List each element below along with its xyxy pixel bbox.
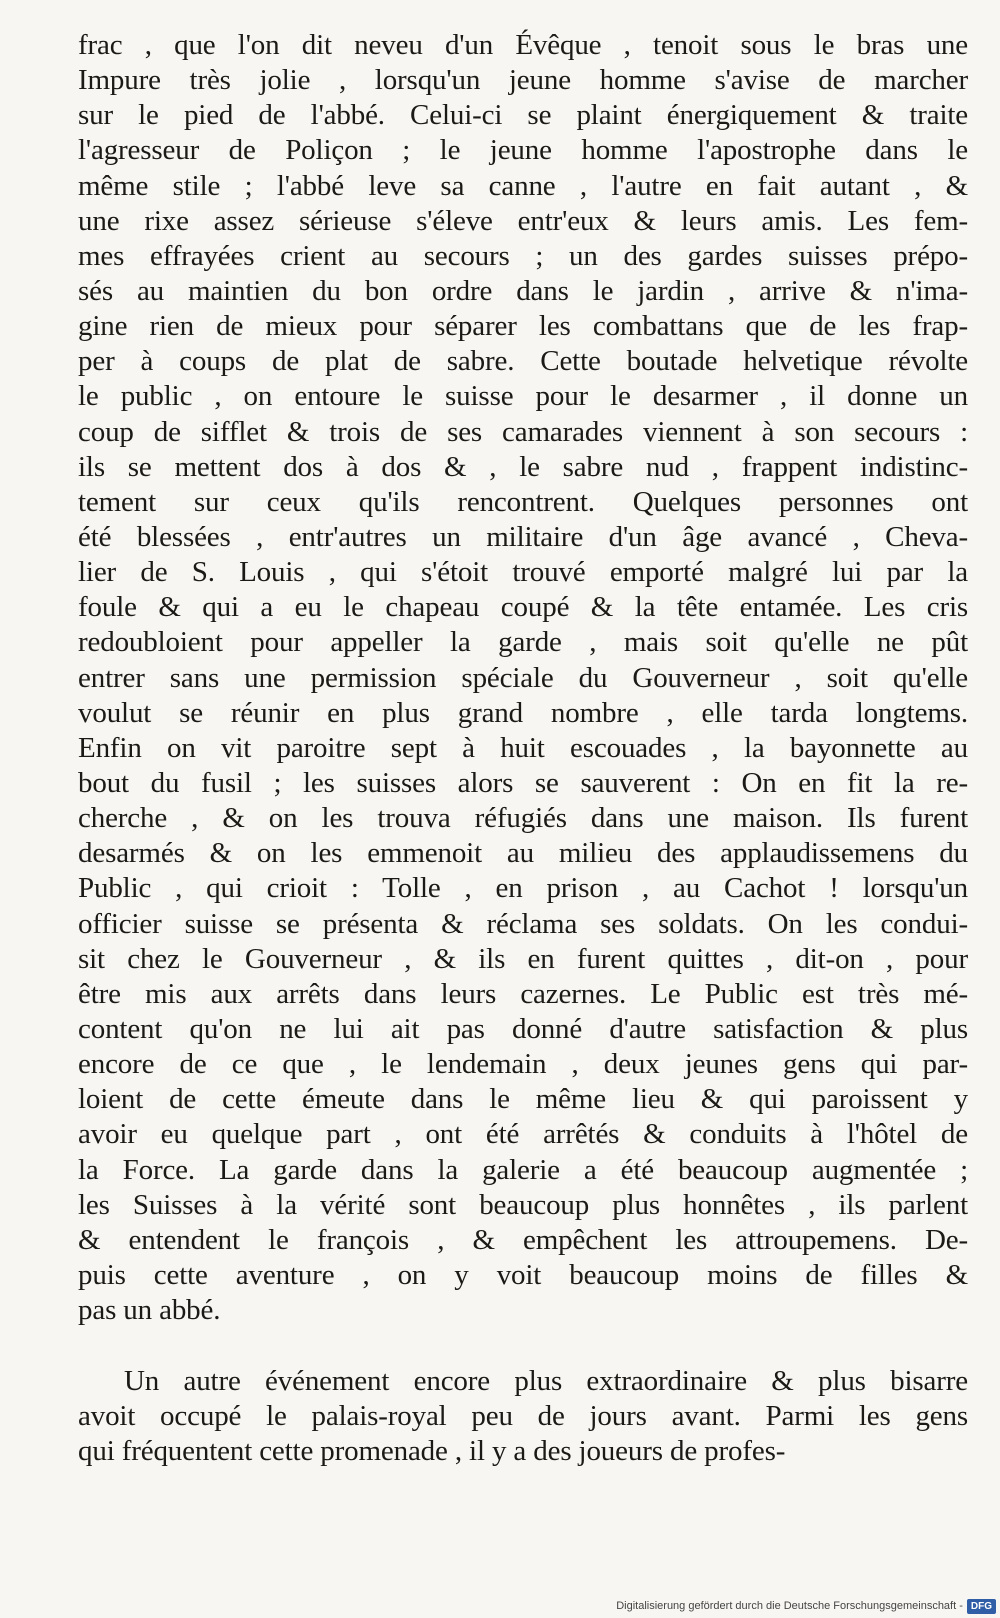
text-line: le public , on entoure le suisse pour le desarmer , il donne un (78, 380, 968, 413)
paragraph-gap (78, 1328, 968, 1364)
text-line: avoir eu quelque part , ont été arrêtés & conduits à l'hôtel de (78, 1118, 968, 1151)
text-line: gine rien de mieux pour séparer les combattans que de les frap- (78, 310, 968, 343)
text-line: lier de S. Louis , qui s'étoit trouvé emporté malgré lui par la (78, 556, 968, 589)
paragraph-2 (78, 1364, 968, 1469)
text-line: Impure très jolie , lorsqu'un jeune homme s'avise de marcher (78, 64, 968, 97)
text-line: puis cette aventure , on y voit beaucoup moins de filles & (78, 1258, 968, 1291)
text-line: même stile ; l'abbé leve sa canne , l'autre en fait autant , & (78, 169, 968, 202)
paragraph-1 (78, 28, 968, 1328)
body-text (78, 28, 968, 1470)
text-line: desarmés & on les emmenoit au milieu des applaudissemens du (78, 837, 968, 870)
text-line: officier suisse se présenta & réclama ses soldats. On les condui- (78, 907, 968, 940)
text-line: avoit occupé le palais-royal peu de jours avant. Parmi les gens (78, 1400, 968, 1433)
text-line: les Suisses à la vérité sont beaucoup plus honnêtes , ils parlent (78, 1188, 968, 1221)
text-line: cherche , & on les trouva réfugiés dans une maison. Ils furent (78, 802, 968, 835)
text-line: redoubloient pour appeller la garde , mais soit qu'elle ne pût (78, 626, 968, 659)
text-line: pas un abbé. (78, 1294, 221, 1327)
text-line: loient de cette émeute dans le même lieu & qui paroissent y (78, 1083, 968, 1116)
text-line: per à coups de plat de sabre. Cette boutade helvetique révolte (78, 345, 968, 378)
text-line: Public , qui crioit : Tolle , en prison , au Cachot ! lorsqu'un (78, 872, 968, 905)
text-line: Un autre événement encore plus extraordinaire & plus bisarre (124, 1365, 968, 1398)
text-line: coup de sifflet & trois de ses camarades viennent à son secours : (78, 415, 968, 448)
text-line: été blessées , entr'autres un militaire d'un âge avancé , Cheva- (78, 520, 968, 553)
text-line: sur le pied de l'abbé. Celui-ci se plaint énergiquement & traite (78, 99, 968, 132)
text-line: mes effrayées crient au secours ; un des gardes suisses prépo- (78, 239, 968, 272)
text-line: Enfin on vit paroitre sept à huit escouades , la bayonnette au (78, 731, 968, 764)
text-line: être mis aux arrêts dans leurs cazernes. Le Public est très mé- (78, 977, 968, 1010)
text-line: qui fréquentent cette promenade , il y a des joueurs de profes- (78, 1435, 786, 1468)
digitization-footer (610, 1594, 1000, 1618)
text-line: tement sur ceux qu'ils rencontrent. Quelques personnes ont (78, 485, 968, 518)
text-line: l'agresseur de Poliçon ; le jeune homme l'apostrophe dans le (78, 134, 968, 167)
text-line: la Force. La garde dans la galerie a été beaucoup augmentée ; (78, 1153, 968, 1186)
text-line: content qu'on ne lui ait pas donné d'autre satisfaction & plus (78, 1012, 968, 1045)
text-line: frac , que l'on dit neveu d'un Évêque , tenoit sous le bras une (78, 29, 968, 61)
text-line: sés au maintien du bon ordre dans le jardin , arrive & n'ima- (78, 274, 968, 307)
text-line: & entendent le françois , & empêchent les attroupemens. De- (78, 1223, 968, 1256)
funding-credit: Digitalisierung gefördert durch die Deutsche Forschungsgemeinschaft - (616, 1600, 963, 1612)
text-line: bout du fusil ; les suisses alors se sauverent : On en fit la re- (78, 766, 968, 799)
text-line: sit chez le Gouverneur , & ils en furent quittes , dit-on , pour (78, 942, 968, 975)
text-line: ils se mettent dos à dos & , le sabre nud , frappent indistinc- (78, 450, 968, 483)
text-line: voulut se réunir en plus grand nombre , elle tarda longtems. (78, 696, 968, 729)
text-line: encore de ce que , le lendemain , deux jeunes gens qui par- (78, 1048, 968, 1081)
text-line: entrer sans une permission spéciale du Gouverneur , soit qu'elle (78, 661, 968, 694)
dfg-logo: DFG (967, 1599, 996, 1614)
text-line: une rixe assez sérieuse s'éleve entr'eux & leurs amis. Les fem- (78, 204, 968, 237)
text-line: foule & qui a eu le chapeau coupé & la tête entamée. Les cris (78, 591, 968, 624)
